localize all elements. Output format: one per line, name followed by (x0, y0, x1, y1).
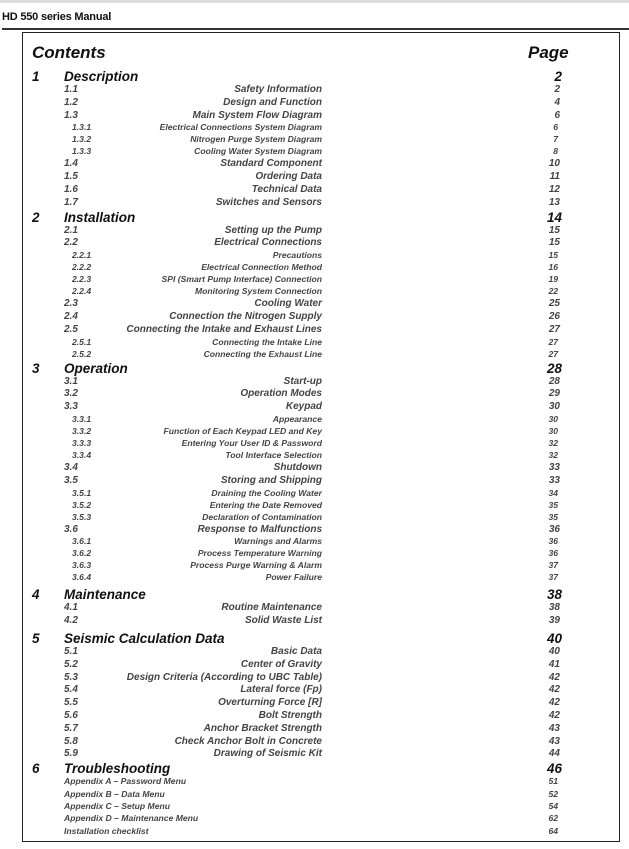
entry-title: Appendix C – Setup Menu (64, 800, 170, 811)
contents-heading: Contents (32, 43, 106, 62)
entry-number: 6 (32, 761, 40, 777)
entry-page-number: 6 (553, 122, 558, 133)
entry-number: 1.3 (64, 109, 78, 121)
entry-number: 3.6.2 (72, 548, 92, 559)
entry-number: 1.3.1 (72, 122, 92, 133)
entry-page-number: 6 (554, 109, 560, 121)
toc-entry[interactable] (0, 462, 629, 475)
toc-entry[interactable] (0, 225, 629, 238)
entry-number: 1.4 (64, 158, 78, 170)
entry-title: Connecting the Exhaust Line (203, 348, 322, 359)
header-rule (2, 28, 629, 30)
entry-page-number: 52 (548, 788, 558, 799)
entry-title: Connecting the Intake and Exhaust Lines (126, 323, 322, 335)
entry-number: 5 (32, 630, 40, 646)
entry-title: Nitrogen Purge System Diagram (190, 134, 322, 145)
toc-entry[interactable] (0, 572, 629, 584)
entry-page-number: 33 (548, 461, 560, 473)
toc-entry[interactable] (0, 488, 629, 500)
entry-number: 2.2 (64, 237, 78, 249)
toc-entry[interactable] (0, 710, 629, 723)
entry-title: Precautions (272, 250, 322, 261)
entry-number: 1.3.3 (72, 146, 92, 157)
entry-title: Ordering Data (255, 171, 322, 183)
entry-page-number: 42 (548, 697, 560, 709)
entry-page-number: 39 (548, 615, 560, 627)
entry-title: Check Anchor Bolt in Concrete (174, 735, 322, 747)
entry-title: Shutdown (273, 461, 322, 473)
entry-title: Appendix A – Password Menu (64, 776, 187, 787)
entry-page-number: 12 (548, 183, 560, 195)
entry-title: Design Criteria (According to UBC Table) (126, 671, 322, 683)
entry-title: Maintenance (64, 587, 146, 603)
entry-number: 2.3 (64, 298, 78, 310)
toc-entry[interactable] (0, 801, 629, 813)
entry-title: Start-up (283, 375, 322, 387)
entry-title: Cooling Water System Diagram (194, 146, 322, 157)
toc-entry[interactable] (0, 388, 629, 401)
toc-entry[interactable] (0, 184, 629, 197)
toc-entry[interactable] (0, 602, 629, 615)
toc-entry[interactable] (0, 197, 629, 210)
entry-number: 1.6 (64, 183, 78, 195)
entry-title: Standard Component (220, 158, 322, 170)
entry-title: Installation (64, 209, 136, 225)
entry-title: Connection the Nitrogen Supply (169, 310, 322, 322)
entry-title: Seismic Calculation Data (64, 630, 225, 646)
entry-title: Anchor Bracket Strength (203, 722, 322, 734)
toc-entry[interactable] (0, 659, 629, 672)
toc-entry[interactable] (0, 646, 629, 659)
entry-page-number: 41 (548, 658, 560, 670)
entry-title: Basic Data (270, 645, 322, 657)
entry-title: Cooling Water (254, 298, 322, 310)
entry-page-number: 43 (548, 735, 560, 747)
toc-entry[interactable] (0, 524, 629, 537)
entry-page-number: 30 (548, 401, 560, 413)
entry-number: 3.6.4 (72, 572, 92, 583)
entry-title: Design and Function (223, 96, 322, 108)
entry-title: Appearance (272, 413, 322, 424)
toc-entry[interactable] (0, 158, 629, 171)
entry-page-number: 15 (548, 250, 558, 261)
entry-page-number: 2 (554, 69, 562, 84)
entry-page-number: 38 (548, 602, 560, 614)
entry-page-number: 15 (548, 224, 560, 236)
entry-number: 1 (32, 69, 40, 84)
entry-page-number: 30 (548, 425, 558, 436)
entry-number: 2.2.1 (72, 250, 92, 261)
entry-title: Solid Waste List (244, 615, 322, 627)
entry-page-number: 33 (548, 474, 560, 486)
toc-entry[interactable] (0, 146, 629, 158)
entry-title: Power Failure (265, 572, 322, 583)
entry-page-number: 29 (548, 388, 560, 400)
entry-title: Keypad (285, 401, 322, 413)
entry-number: 3.2 (64, 388, 78, 400)
entry-title: Troubleshooting (64, 761, 171, 777)
entry-number: 3.3.2 (72, 425, 92, 436)
toc-entry[interactable] (0, 376, 629, 389)
entry-page-number: 10 (548, 158, 560, 170)
entry-title: Draining the Cooling Water (211, 487, 322, 498)
toc-entry[interactable] (0, 84, 629, 97)
toc-entry[interactable] (0, 500, 629, 512)
toc-section-entry[interactable] (0, 361, 629, 376)
entry-page-number: 7 (553, 134, 558, 145)
entry-title: Storing and Shipping (220, 474, 322, 486)
entry-page-number: 37 (548, 560, 558, 571)
toc-section-entry[interactable] (0, 69, 629, 84)
entry-number: 2.2.2 (72, 262, 92, 273)
entry-title: Declaration of Contamination (202, 511, 322, 522)
toc-entry[interactable] (0, 311, 629, 324)
toc-entry[interactable] (0, 262, 629, 274)
entry-page-number: 27 (548, 348, 558, 359)
entry-page-number: 25 (548, 298, 560, 310)
toc-entry[interactable] (0, 475, 629, 488)
entry-page-number: 26 (548, 310, 560, 322)
entry-title: Electrical Connections System Diagram (159, 122, 322, 133)
entry-title: Bolt Strength (258, 709, 322, 721)
entry-page-number: 22 (548, 286, 558, 297)
entry-title: SPI (Smart Pump Interface) Connection (161, 274, 322, 285)
entry-title: Operation (64, 360, 128, 376)
entry-number: 3.5.1 (72, 487, 92, 498)
entry-number: 3.6.1 (72, 536, 92, 547)
entry-number: 1.1 (64, 84, 78, 95)
entry-number: 3.3.1 (72, 413, 92, 424)
toc-entry[interactable] (0, 789, 629, 801)
toc-entry[interactable] (0, 813, 629, 825)
toc-entry[interactable] (0, 337, 629, 349)
entry-number: 3.3.4 (72, 449, 92, 460)
entry-number: 5.3 (64, 671, 78, 683)
entry-number: 2.5 (64, 323, 78, 335)
entry-page-number: 28 (546, 360, 562, 376)
entry-page-number: 11 (549, 171, 560, 183)
entry-title: Process Temperature Warning (197, 548, 322, 559)
entry-page-number: 42 (548, 709, 560, 721)
entry-number: 4.2 (64, 615, 78, 627)
entry-number: 3.6.3 (72, 560, 92, 571)
entry-page-number: 40 (546, 630, 562, 646)
entry-page-number: 36 (548, 548, 558, 559)
entry-number: 1.5 (64, 171, 78, 183)
toc-entry[interactable] (0, 110, 629, 123)
entry-number: 5.6 (64, 709, 78, 721)
entry-number: 5.1 (64, 645, 78, 657)
entry-title: Routine Maintenance (221, 602, 322, 614)
entry-page-number: 40 (548, 645, 560, 657)
entry-page-number: 19 (548, 274, 558, 285)
entry-number: 2.5.1 (72, 336, 92, 347)
toc-entry[interactable] (0, 536, 629, 548)
toc-entry[interactable] (0, 548, 629, 560)
toc-entry[interactable] (0, 438, 629, 450)
entry-page-number: 62 (548, 813, 558, 824)
toc-entry[interactable] (0, 274, 629, 286)
entry-title: Appendix B – Data Menu (64, 788, 165, 799)
entry-page-number: 32 (548, 437, 558, 448)
entry-title: Process Purge Warning & Alarm (190, 560, 322, 571)
entry-title: Safety Information (234, 84, 322, 95)
toc-entry[interactable] (0, 286, 629, 298)
entry-number: 1.2 (64, 96, 78, 108)
entry-number: 3.6 (64, 523, 78, 535)
entry-number: 2.1 (64, 224, 78, 236)
entry-page-number: 34 (548, 487, 558, 498)
entry-page-number: 27 (548, 336, 558, 347)
entry-number: 4.1 (64, 602, 78, 614)
entry-page-number: 35 (548, 499, 558, 510)
toc-entry[interactable] (0, 97, 629, 110)
entry-title: Description (64, 69, 139, 84)
entry-number: 3.5.2 (72, 499, 92, 510)
entry-number: 3.4 (64, 461, 78, 473)
entry-page-number: 54 (548, 800, 558, 811)
entry-page-number: 4 (554, 96, 560, 108)
toc-entry[interactable] (0, 237, 629, 250)
toc-entry[interactable] (0, 401, 629, 414)
toc-entry[interactable] (0, 134, 629, 146)
toc-section-entry[interactable] (0, 761, 629, 776)
entry-number: 1.7 (64, 196, 78, 208)
toc-entry[interactable] (0, 250, 629, 262)
entry-number: 1.3.2 (72, 134, 92, 145)
entry-page-number: 16 (548, 262, 558, 273)
entry-number: 5.5 (64, 697, 78, 709)
toc-entry[interactable] (0, 697, 629, 710)
toc-entry[interactable] (0, 723, 629, 736)
entry-page-number: 37 (548, 572, 558, 583)
entry-title: Electrical Connections (214, 237, 322, 249)
document-header-title: HD 550 series Manual (2, 11, 112, 23)
toc-entry[interactable] (0, 426, 629, 438)
entry-page-number: 46 (546, 761, 562, 777)
entry-page-number: 44 (548, 748, 560, 760)
toc-list (0, 69, 629, 838)
entry-page-number: 2 (554, 84, 560, 95)
toc-entry[interactable] (0, 324, 629, 337)
entry-title: Monitoring System Connection (195, 286, 322, 297)
toc-entry[interactable] (0, 122, 629, 134)
entry-page-number: 32 (548, 449, 558, 460)
entry-title: Entering the Date Removed (209, 499, 322, 510)
entry-number: 3 (32, 360, 40, 376)
entry-title: Lateral force (Fp) (240, 684, 322, 696)
entry-number: 2 (32, 209, 40, 225)
entry-page-number: 35 (548, 511, 558, 522)
entry-page-number: 42 (548, 684, 560, 696)
entry-number: 5.9 (64, 748, 78, 760)
entry-title: Appendix D – Maintenance Menu (64, 813, 199, 824)
entry-title: Center of Gravity (240, 658, 322, 670)
entry-page-number: 8 (553, 146, 558, 157)
entry-title: Response to Malfunctions (197, 523, 322, 535)
entry-number: 5.7 (64, 722, 78, 734)
entry-title: Tool Interface Selection (225, 449, 322, 460)
entry-title: Electrical Connection Method (201, 262, 322, 273)
toc-entry[interactable] (0, 349, 629, 361)
entry-number: 5.8 (64, 735, 78, 747)
toc-entry[interactable] (0, 826, 629, 838)
entry-title: Setting up the Pump (224, 224, 322, 236)
toc-section-entry[interactable] (0, 631, 629, 646)
entry-title: Warnings and Alarms (234, 536, 322, 547)
entry-number: 4 (32, 587, 40, 603)
toc-entry[interactable] (0, 684, 629, 697)
entry-title: Drawing of Seismic Kit (213, 748, 322, 760)
entry-page-number: 15 (548, 237, 560, 249)
entry-number: 2.5.2 (72, 348, 92, 359)
entry-title: Function of Each Keypad LED and Key (163, 425, 322, 436)
entry-page-number: 42 (548, 671, 560, 683)
entry-title: Technical Data (251, 183, 322, 195)
entry-number: 3.1 (64, 375, 78, 387)
toc-entry[interactable] (0, 736, 629, 749)
entry-number: 3.5.3 (72, 511, 92, 522)
entry-title: Connecting the Intake Line (212, 336, 322, 347)
entry-number: 2.2.3 (72, 274, 92, 285)
toc-entry[interactable] (0, 171, 629, 184)
top-edge (0, 0, 629, 3)
entry-page-number: 64 (548, 825, 558, 836)
entry-page-number: 51 (548, 776, 558, 787)
toc-entry[interactable] (0, 748, 629, 761)
entry-page-number: 14 (546, 209, 562, 225)
entry-title: Installation checklist (64, 825, 149, 836)
entry-page-number: 36 (548, 536, 558, 547)
entry-title: Switches and Sensors (215, 196, 322, 208)
entry-page-number: 27 (548, 323, 560, 335)
entry-page-number: 28 (548, 375, 560, 387)
entry-page-number: 30 (548, 413, 558, 424)
entry-number: 5.4 (64, 684, 78, 696)
entry-number: 3.5 (64, 474, 78, 486)
toc-section-entry[interactable] (0, 210, 629, 225)
page-column-heading: Page (528, 43, 569, 62)
entry-title: Operation Modes (240, 388, 322, 400)
entry-title: Main System Flow Diagram (192, 109, 322, 121)
toc-entry[interactable] (0, 672, 629, 685)
toc-entry[interactable] (0, 450, 629, 462)
entry-page-number: 13 (548, 196, 560, 208)
entry-title: Overturning Force [R] (218, 697, 322, 709)
toc-entry[interactable] (0, 615, 629, 628)
entry-page-number: 38 (546, 587, 562, 603)
toc-entry[interactable] (0, 560, 629, 572)
entry-number: 3.3 (64, 401, 78, 413)
entry-number: 2.2.4 (72, 286, 92, 297)
toc-entry[interactable] (0, 776, 629, 788)
entry-number: 3.3.3 (72, 437, 92, 448)
toc-section-entry[interactable] (0, 587, 629, 602)
entry-title: Entering Your User ID & Password (181, 437, 322, 448)
toc-entry[interactable] (0, 512, 629, 524)
entry-page-number: 43 (548, 722, 560, 734)
entry-number: 5.2 (64, 658, 78, 670)
entry-number: 2.4 (64, 310, 78, 322)
toc-entry[interactable] (0, 298, 629, 311)
entry-page-number: 36 (548, 523, 560, 535)
toc-entry[interactable] (0, 414, 629, 426)
